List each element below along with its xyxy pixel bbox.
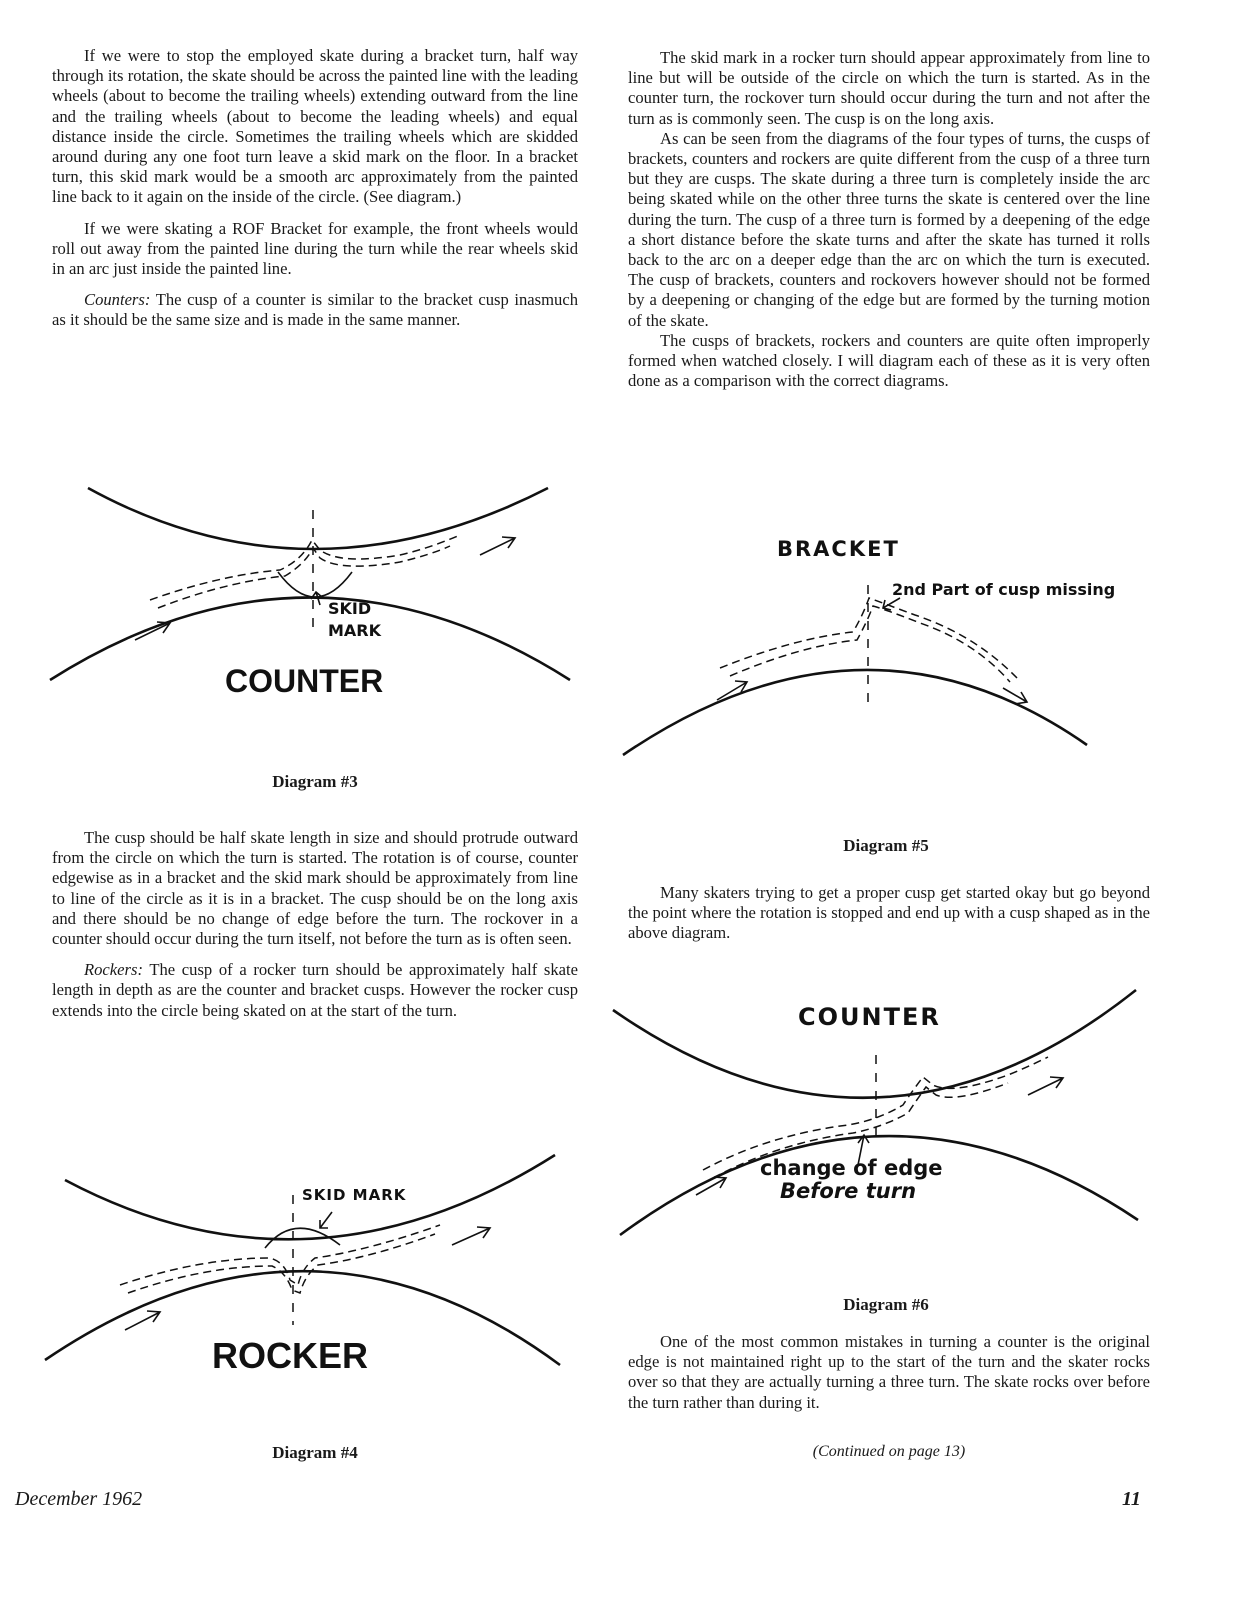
- right-column-middle: [628, 883, 1150, 944]
- diagram-3-arrow-right: [480, 537, 515, 555]
- diagram-5-note-arrow: [883, 598, 900, 610]
- diagram-6-note-line2: Before turn: [780, 1179, 917, 1203]
- diagram-6-title: COUNTER: [798, 1003, 941, 1031]
- diagram-4-caption: Diagram #4: [272, 1443, 358, 1462]
- diagram-6-caption: Diagram #6: [843, 1295, 929, 1314]
- paragraph-counters: [52, 290, 578, 330]
- diagram-5-caption: Diagram #5: [843, 836, 929, 855]
- rockers-text: The cusp of a rocker turn should be approximately half skate length in depth as are the counter and bracket cusps. However the rocker cusp extends into the circle being skated on at the start of the turn.: [52, 960, 578, 1020]
- paragraph-rockers: [52, 960, 578, 1021]
- paragraph-proper-cusp: Many skaters trying to get a proper cusp get started okay but go beyond the point where the rotation is stopped and end up with a cusp shaped as in the above diagram.: [628, 883, 1150, 943]
- diagram-3-tracing-outer: [150, 535, 460, 600]
- diagram-3-upper-circle: [88, 488, 548, 549]
- diagram-5-bracket: [615, 530, 1115, 760]
- diagram-4-arrow-left: [125, 1311, 160, 1330]
- diagram-6-arrow-right: [1028, 1077, 1063, 1095]
- paragraph-common-mistake: One of the most common mistakes in turning a counter is the original edge is not maintained right up to the start of the turn and the skater rocks over so that they are actually turning a three turn. The skate rocks over before the turn rather than during it.: [628, 1332, 1150, 1412]
- diagram-5-arrow-right: [1003, 688, 1027, 704]
- left-column-top: [52, 46, 578, 331]
- paragraph-rof-bracket: If we were skating a ROF Bracket for example, the front wheels would roll out away from the painted line during the turn while the rear wheels skid in an arc just inside the painted line.: [52, 218, 578, 279]
- diagram-3-label-skid: SKID: [328, 599, 372, 618]
- diagram-4-arrow-right: [452, 1227, 490, 1245]
- diagram-3-caption: Diagram #3: [272, 772, 358, 791]
- diagram-3-title: COUNTER: [225, 663, 384, 699]
- diagram-5-title: BRACKET: [777, 537, 900, 561]
- diagram-6-counter: [608, 985, 1143, 1250]
- diagram-6-note-line1: change of edge: [760, 1156, 943, 1180]
- rockers-lead: Rockers:: [84, 960, 143, 980]
- paragraph-improper-cusps: The cusps of brackets, rockers and counters are quite often improperly formed when watched closely. I will diagram each of these as it is very often done as a comparison with the correct diagrams.: [628, 330, 1150, 391]
- diagram-5-note: 2nd Part of cusp missing: [892, 580, 1116, 599]
- diagram-3-counter: [40, 480, 580, 720]
- paragraph-four-turns: As can be seen from the diagrams of the four types of turns, the cusps of brackets, counters and rockers are quite different from the cusp of a three turn but they are cusps. The skate during a three turn is completely inside the arc being skated while on the other three turns the skate is centered over the line during the turn. The cusp of a three turn is formed by a deepening of the edge a short distance before the skate turns and after the skate has turned it rolls back to the arc on a deeper edge than the arc on which the turn is executed. The cusp of brackets, counters and rockovers however should not be formed by a deepening or changing of the edge but are formed by the turning motion of the skate.: [628, 128, 1150, 330]
- diagram-4-label-arrow: [320, 1212, 332, 1228]
- footer-page-number: 11: [1122, 1488, 1141, 1510]
- diagram-4-tracing-inner: [128, 1234, 435, 1293]
- diagram-3-label-mark: MARK: [328, 621, 382, 640]
- left-column-middle: [52, 828, 578, 1021]
- diagram-4-title: ROCKER: [212, 1335, 369, 1376]
- footer-date: December 1962: [15, 1488, 143, 1510]
- paragraph-rocker-skid: The skid mark in a rocker turn should appear approximately from line to line but will be outside of the circle on which the turn is started. As in the counter turn, the rockover turn should occur during the turn and not after the turn as is commonly seen. The cusp is on the long axis.: [628, 48, 1150, 128]
- right-column-top: [628, 48, 1150, 391]
- counters-lead: Counters:: [84, 290, 151, 310]
- diagram-3-arrow-left: [135, 622, 170, 640]
- paragraph-counter-cusp: The cusp should be half skate length in size and should protrude outward from the circle on which the turn is started. The rotation is of course, counter edgewise as in a bracket and the skid mark should be approximately from line to line of the circle as it is in a bracket. The cusp should be on the long axis and there should be no change of edge before the turn. The rockover in a counter should occur during the turn itself, not before the turn as is often seen.: [52, 828, 578, 949]
- diagram-4-label: SKID MARK: [302, 1186, 407, 1204]
- counters-text: The cusp of a counter is similar to the bracket cusp inasmuch as it should be the same size and is made in the same manner.: [52, 290, 578, 330]
- diagram-5-circle: [623, 670, 1087, 755]
- diagram-4-rocker: [40, 1150, 580, 1390]
- right-column-bottom: [628, 1332, 1150, 1413]
- paragraph-bracket-skid: If we were to stop the employed skate during a bracket turn, half way through its rotation, the skate should be across the painted line with the leading wheels (about to become the trailing wheels) extending outward from the line and the trailing wheels (about to become the leading wheels) and equal distance inside the circle. Sometimes the trailing wheels which are skidded around during any one foot turn leave a skid mark on the floor. In a bracket turn, this skid mark would be a smooth arc approximately from the painted line back to it again on the inside of the circle. (See diagram.): [52, 46, 578, 207]
- continued-note: (Continued on page 13): [812, 1443, 966, 1460]
